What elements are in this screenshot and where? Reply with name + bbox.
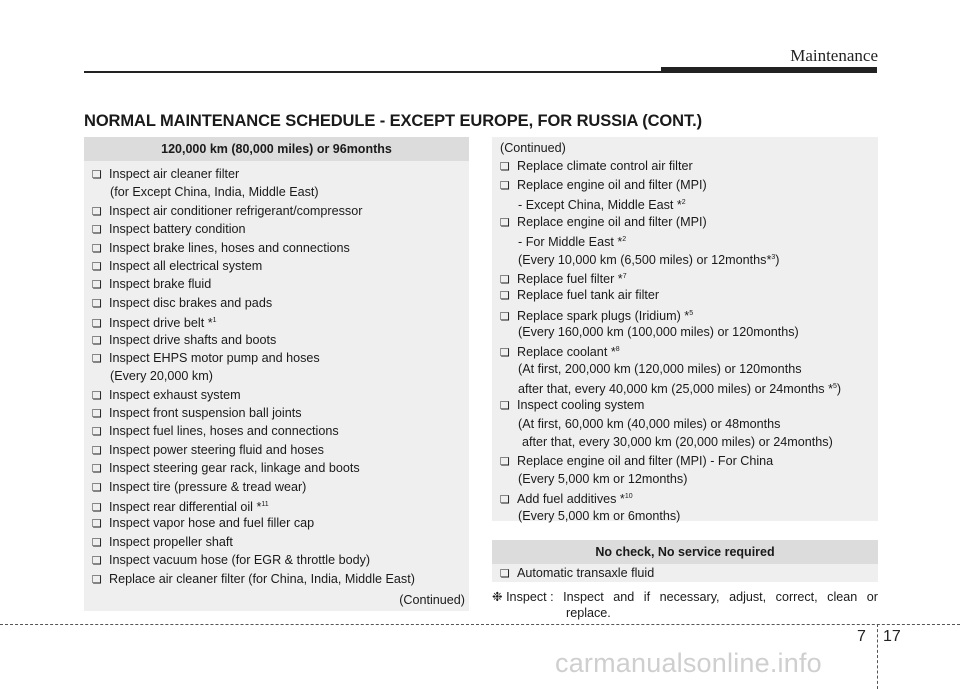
schedule-item — [500, 139, 872, 157]
page-number: 17 — [883, 628, 901, 645]
schedule-item — [500, 231, 872, 249]
checkbox-icon: ❏ — [500, 216, 510, 229]
schedule-item — [92, 441, 463, 459]
footnote-ref: 5 — [833, 383, 837, 391]
item-text: Inspect brake fluid — [109, 277, 212, 292]
footnote-ref: 5 — [689, 309, 694, 317]
schedule-item — [92, 257, 463, 275]
header-rule-thin — [84, 71, 661, 73]
item-text: Inspect brake lines, hoses and connections — [109, 240, 350, 255]
schedule-item — [500, 323, 872, 341]
item-text: Inspect EHPS motor pump and hoses — [109, 350, 320, 365]
checkbox-icon: ❏ — [92, 444, 102, 457]
checkbox-icon: ❏ — [92, 242, 102, 255]
schedule-item — [500, 488, 872, 506]
page-number-divider — [877, 624, 878, 689]
item-text: (At first, 60,000 km (40,000 miles) or 48months — [518, 416, 781, 431]
footnote-ref: 11 — [261, 501, 269, 509]
checkbox-icon: ❏ — [500, 161, 510, 174]
schedule-item — [500, 176, 872, 194]
footnote-word: Inspect — [563, 590, 604, 604]
item-text: Replace fuel tank air filter — [517, 288, 660, 303]
checkbox-icon: ❏ — [92, 481, 102, 494]
checkbox-icon: ❏ — [92, 297, 102, 310]
item-text: Replace engine oil and filter (MPI) — [517, 177, 707, 192]
item-text: (Every 10,000 km (6,500 miles) or 12months* — [518, 253, 772, 268]
schedule-item — [92, 239, 463, 257]
schedule-item — [92, 551, 463, 569]
schedule-item — [92, 533, 463, 551]
item-text: Inspect front suspension ball joints — [109, 406, 302, 421]
item-text: (Every 20,000 km) — [110, 369, 213, 384]
checkbox-icon: ❏ — [92, 389, 102, 402]
item-text: Replace fuel filter * — [517, 271, 623, 286]
item-text: Inspect exhaust system — [109, 387, 241, 402]
schedule-item — [92, 496, 463, 514]
checkbox-icon: ❏ — [92, 463, 102, 476]
checkbox-icon: ❏ — [500, 400, 510, 413]
footnote-ref: 1 — [212, 317, 217, 325]
schedule-item — [500, 360, 872, 378]
checkbox-icon: ❏ — [500, 273, 510, 286]
checkbox-icon: ❏ — [500, 310, 510, 323]
schedule-item — [500, 470, 872, 488]
no-check-item — [500, 564, 872, 582]
left-panel-list — [92, 165, 463, 588]
footnote-ref: 3 — [771, 254, 776, 262]
item-text: Automatic transaxle fluid — [517, 566, 655, 580]
schedule-item — [92, 331, 463, 349]
footnote-word: correct, — [775, 590, 818, 604]
footnote-line — [492, 589, 878, 605]
footnote-continuation: replace. — [566, 606, 611, 620]
footnote-ref: 2 — [681, 199, 686, 207]
schedule-item — [92, 570, 463, 588]
schedule-item — [500, 213, 872, 231]
item-text: Inspect vacuum hose (for EGR & throttle body) — [109, 553, 371, 568]
item-text: after that, every 30,000 km (20,000 miles) or 24months) — [522, 435, 833, 450]
item-text: Inspect drive shafts and boots — [109, 332, 277, 347]
schedule-item — [92, 404, 463, 422]
schedule-item — [500, 507, 872, 525]
item-text-closing: ) — [775, 253, 780, 268]
schedule-item — [500, 341, 872, 359]
left-panel-heading: 120,000 km (80,000 miles) or 96months — [84, 137, 469, 161]
item-text: Add fuel additives * — [517, 492, 625, 507]
footnote-word: necessary, — [659, 590, 720, 604]
item-text: Inspect propeller shaft — [109, 534, 233, 549]
item-text: (Continued) — [500, 141, 566, 155]
left-schedule-panel — [84, 137, 469, 611]
schedule-item — [500, 286, 872, 304]
footnote-ref: 10 — [624, 493, 633, 501]
item-text: Replace climate control air filter — [517, 159, 693, 174]
item-text: Inspect air cleaner filter — [109, 167, 240, 181]
page-footer-rule — [0, 624, 960, 625]
item-text: (Every 5,000 km or 6months) — [518, 508, 681, 523]
item-text: Inspect power steering fluid and hoses — [109, 442, 324, 457]
item-text: (Every 5,000 km or 12months) — [518, 472, 688, 487]
schedule-item — [92, 294, 463, 312]
footnote-word: clean — [827, 590, 858, 604]
checkbox-icon: ❏ — [92, 318, 102, 331]
item-text: Inspect vapor hose and fuel filler cap — [109, 516, 315, 531]
item-text: Inspect disc brakes and pads — [109, 295, 273, 310]
checkbox-icon: ❏ — [500, 494, 510, 507]
schedule-item — [92, 349, 463, 367]
left-panel-continued: (Continued) — [399, 593, 465, 607]
schedule-item — [92, 422, 463, 440]
footnote-ref: 2 — [622, 235, 627, 243]
footnote-word: adjust, — [729, 590, 767, 604]
item-text: after that, every 40,000 km (25,000 miles) or 24months * — [518, 382, 833, 397]
checkbox-icon: ❏ — [92, 169, 102, 181]
checkbox-icon: ❏ — [92, 502, 102, 515]
page-title: NORMAL MAINTENANCE SCHEDULE - EXCEPT EUROPE, FOR RUSSIA (CONT.) — [84, 112, 702, 130]
footnote-word: and — [613, 590, 635, 604]
schedule-item — [500, 433, 872, 451]
schedule-item — [92, 220, 463, 238]
footnote-word: or — [866, 590, 878, 604]
item-text: Inspect tire (pressure & tread wear) — [109, 479, 307, 494]
schedule-item — [92, 478, 463, 496]
item-text: Replace air cleaner filter (for China, India, Middle East) — [109, 571, 415, 586]
schedule-item — [500, 157, 872, 175]
item-text: Inspect air conditioner refrigerant/compressor — [109, 203, 363, 218]
schedule-item — [500, 452, 872, 470]
schedule-item — [500, 268, 872, 286]
schedule-item — [500, 396, 872, 414]
checkbox-icon: ❏ — [500, 568, 510, 580]
footnote-label: Inspect : — [506, 590, 554, 604]
schedule-item — [92, 459, 463, 477]
no-check-list — [500, 564, 872, 582]
item-text: Replace engine oil and filter (MPI) - For China — [517, 453, 774, 468]
schedule-item — [92, 367, 463, 385]
right-schedule-panel — [492, 137, 878, 521]
no-check-heading: No check, No service required — [492, 540, 878, 564]
checkbox-icon: ❏ — [92, 408, 102, 421]
footnote-ref: 8 — [615, 346, 620, 354]
asterism-icon: ❉ — [492, 590, 507, 604]
schedule-item — [92, 183, 463, 201]
checkbox-icon: ❏ — [92, 573, 102, 586]
schedule-item — [500, 305, 872, 323]
checkbox-icon: ❏ — [92, 555, 102, 568]
item-text: - Except China, Middle East * — [518, 198, 682, 213]
schedule-item — [500, 378, 872, 396]
item-text: Inspect drive belt * — [109, 316, 213, 331]
checkbox-icon: ❏ — [92, 352, 102, 365]
checkbox-icon: ❏ — [92, 224, 102, 237]
item-text: Inspect cooling system — [517, 398, 645, 413]
item-text: Inspect battery condition — [109, 222, 246, 237]
checkbox-icon: ❏ — [92, 205, 102, 218]
no-check-panel — [492, 540, 878, 582]
checkbox-icon: ❏ — [500, 455, 510, 468]
schedule-item — [92, 202, 463, 220]
header-rule-thick — [661, 67, 877, 73]
item-text: - For Middle East * — [518, 234, 623, 249]
checkbox-icon: ❏ — [92, 260, 102, 273]
item-text: (At first, 200,000 km (120,000 miles) or 120months — [518, 361, 802, 376]
checkbox-icon: ❏ — [92, 334, 102, 347]
checkbox-icon: ❏ — [500, 347, 510, 360]
footnote-word: if — [643, 590, 651, 604]
schedule-item — [500, 249, 872, 267]
item-text: Replace coolant * — [517, 345, 616, 360]
item-text: Replace engine oil and filter (MPI) — [517, 214, 707, 229]
item-text: Inspect steering gear rack, linkage and boots — [109, 461, 360, 476]
chapter-number: 7 — [857, 628, 866, 645]
item-text: (Every 160,000 km (100,000 miles) or 120months) — [518, 324, 799, 339]
item-text: Inspect all electrical system — [109, 258, 263, 273]
schedule-item — [92, 386, 463, 404]
schedule-item — [500, 415, 872, 433]
item-text: (for Except China, India, Middle East) — [110, 185, 319, 200]
schedule-item — [92, 275, 463, 293]
schedule-item — [92, 312, 463, 330]
checkbox-icon: ❏ — [92, 279, 102, 292]
checkbox-icon: ❏ — [500, 290, 510, 303]
checkbox-icon: ❏ — [500, 179, 510, 192]
item-text: Inspect fuel lines, hoses and connections — [109, 424, 339, 439]
item-text: Inspect rear differential oil * — [109, 500, 262, 515]
schedule-item — [500, 194, 872, 212]
checkbox-icon: ❏ — [92, 536, 102, 549]
watermark: carmanualsonline.info — [555, 648, 822, 678]
right-panel-list — [500, 139, 872, 525]
item-text-closing: ) — [836, 382, 842, 397]
checkbox-icon: ❏ — [92, 518, 102, 531]
schedule-item — [92, 165, 463, 183]
schedule-item — [92, 514, 463, 532]
checkbox-icon: ❏ — [92, 426, 102, 439]
item-text: Replace spark plugs (Iridium) * — [517, 308, 690, 323]
footnote-ref: 7 — [622, 272, 627, 280]
section-name: Maintenance — [790, 46, 878, 65]
inspect-footnote — [492, 589, 878, 621]
